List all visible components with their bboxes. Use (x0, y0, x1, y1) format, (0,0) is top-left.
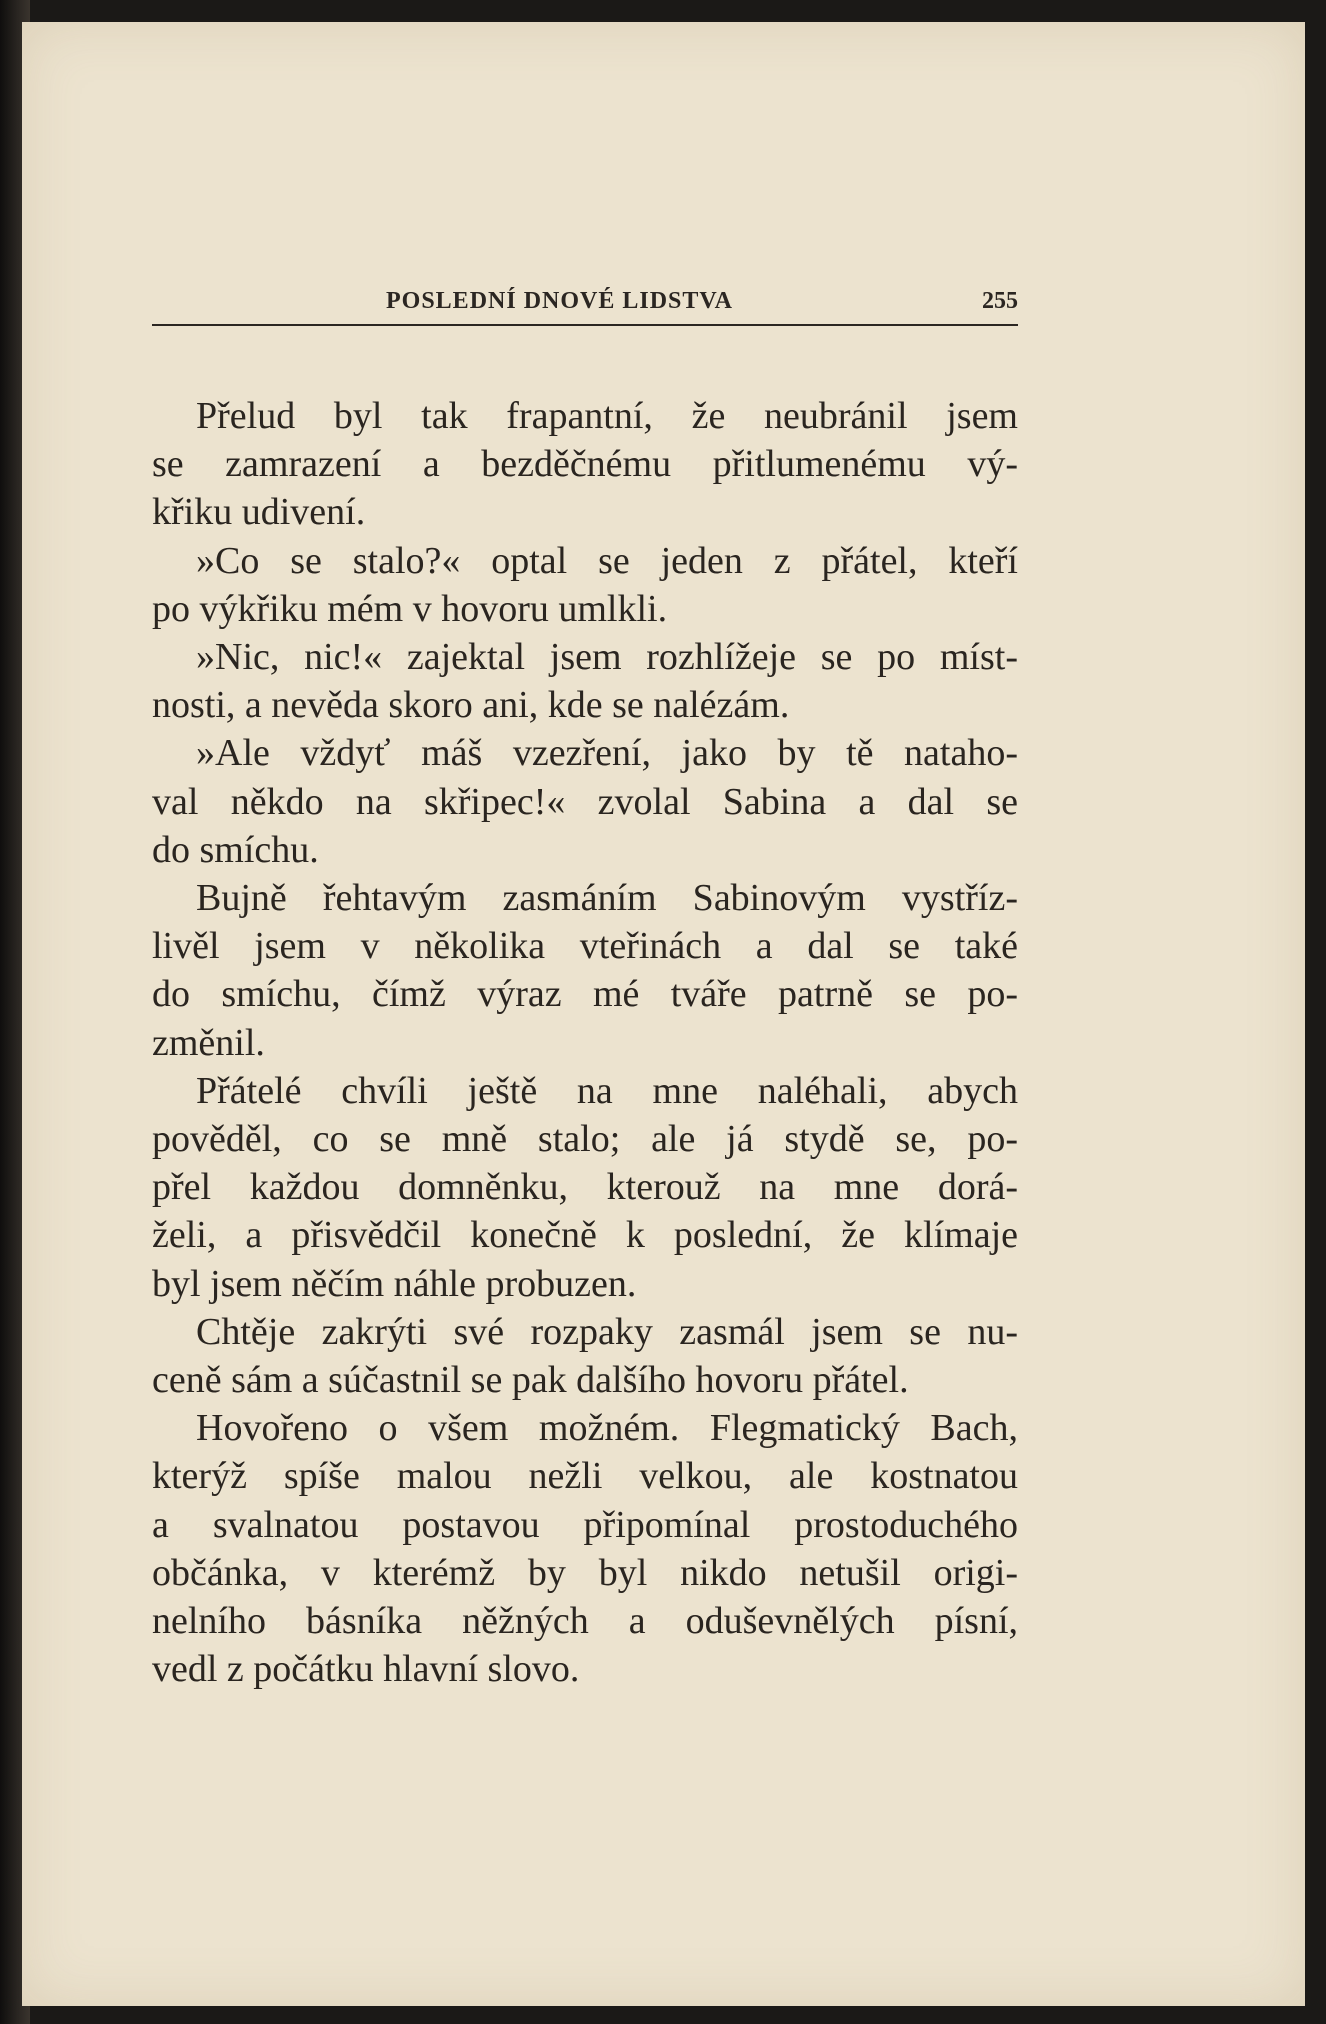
text-line: ceně sám a súčastnil se pak dalšího hovoru přátel. (152, 1359, 909, 1402)
text-line: do smíchu. (152, 828, 319, 871)
paragraph (152, 633, 1018, 729)
text-line: do smíchu, čímž výraz mé tváře patrně se po- (152, 973, 1018, 1016)
paragraph (152, 392, 1018, 537)
text-line: po výkřiku mém v hovoru umlkli. (152, 587, 668, 630)
text-line: livěl jsem v několika vteřinách a dal se také (152, 925, 1018, 968)
text-line: Hovořeno o všem možném. Flegmatický Bach, (196, 1407, 1018, 1450)
paragraph (152, 1404, 1018, 1693)
text-line: křiku udivení. (152, 491, 366, 534)
paragraph (152, 729, 1018, 874)
paragraph (152, 874, 1018, 1067)
text-line: občánka, v kterémž by byl nikdo netušil origi- (152, 1551, 1018, 1594)
text-line: byl jsem něčím náhle probuzen. (152, 1262, 637, 1305)
text-line: val někdo na skřipec!« zvolal Sabina a dal se (152, 780, 1018, 823)
text-line: vedl z počátku hlavní slovo. (152, 1648, 580, 1691)
body-text (152, 392, 1018, 1693)
running-head: POSLEDNÍ DNOVÉ LIDSTVA (386, 288, 733, 314)
text-line: a svalnatou postavou připomínal prostoduchého (152, 1503, 1018, 1546)
page-header (152, 278, 1018, 326)
text-line: »Co se stalo?« optal se jeden z přátel, kteří (196, 539, 1018, 582)
text-line: »Ale vždyť máš vzezření, jako by tě nataho- (196, 732, 1018, 775)
text-line: nelního básníka něžných a oduševnělých písní, (152, 1600, 1018, 1643)
text-line: Přátelé chvíli ještě na mne naléhali, abych (196, 1069, 1018, 1112)
paragraph (152, 1067, 1018, 1308)
paragraph (152, 537, 1018, 633)
text-line: želi, a přisvědčil konečně k poslední, že klímaje (152, 1214, 1018, 1257)
text-line: Chtěje zakrýti své rozpaky zasmál jsem se nu- (196, 1310, 1018, 1353)
text-line: nosti, a nevěda skoro ani, kde se nalézám. (152, 684, 790, 727)
page-number: 255 (982, 288, 1018, 314)
text-line: Bujně řehtavým zasmáním Sabinovým vystříz- (196, 877, 1018, 920)
text-line: přel každou domněnku, kterouž na mne dorá- (152, 1166, 1018, 1209)
text-line: kterýž spíše malou nežli velkou, ale kostnatou (152, 1455, 1018, 1498)
paragraph (152, 1308, 1018, 1404)
text-line: změnil. (152, 1021, 265, 1064)
text-line: »Nic, nic!« zajektal jsem rozhlížeje se po míst- (196, 636, 1018, 679)
text-line: Přelud byl tak frapantní, že neubránil jsem (196, 395, 1018, 437)
text-line: pověděl, co se mně stalo; ale já stydě se, po- (152, 1118, 1018, 1161)
text-line: se zamrazení a bezděčnému přitlumenému vý- (152, 443, 1018, 486)
